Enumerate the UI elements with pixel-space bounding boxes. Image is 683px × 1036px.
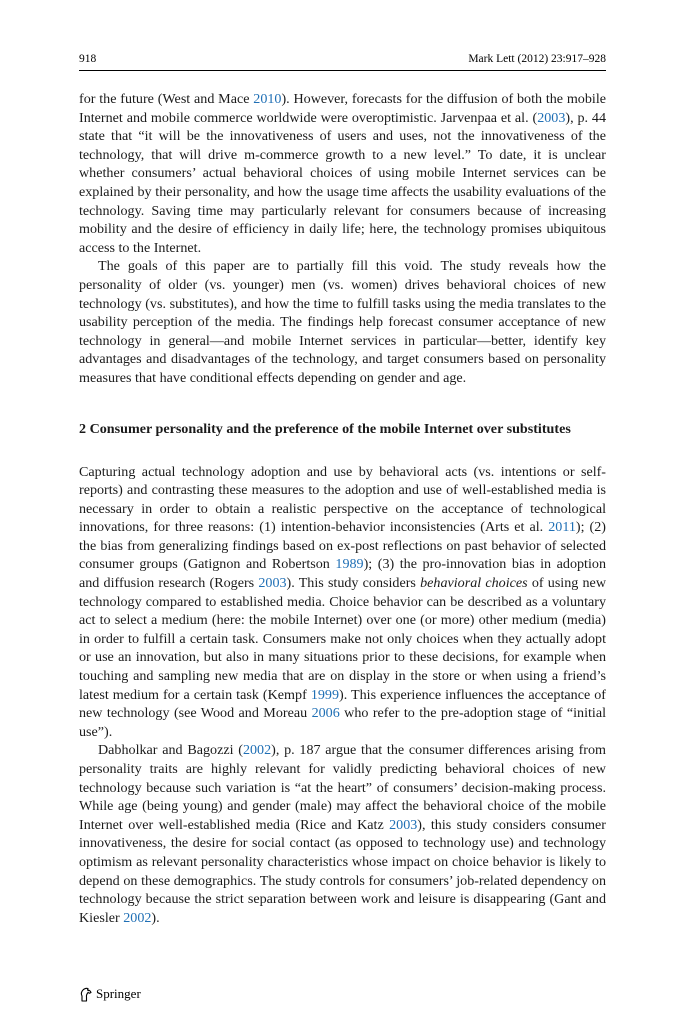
paragraph-3: Capturing actual technology adoption and use by behavioral acts (vs. intentions or self-reports) and contrasting these measures to the adoption and use of well-established media is necessary in order to obtain a realistic perspective on the acceptance of technological innovations, for three reasons: (1) intention-behavior inconsistencies (Arts et al. 2011); (2) the bias from generalizing findings based on ex-post reflections on past behavior of selected consumer groups (Gatignon and Robertson 1989); (3) the pro-innovation bias in adoption and diffusion research (Rogers 2003). This study considers behavioral choices of using new technology compared to established media. Choice behavior can be described as a voluntary act to select a medium (here: the mobile Internet) over one (or more) other medium (media) in order to fulfill a certain task. Consumers make not only choices when they actually adopt or use an innovation, but also in many situations prior to these decisions, for example when touching and sampling new media that are on display in the store or when using a friend’s latest medium for a certain task (Kempf 1999). This experience influences the acceptance of new technology (see Wood and Moreau 2006 who refer to the pre-adoption stage of “initial use”).	[79, 463, 607, 740]
emphasis: behavioral choices	[420, 575, 528, 592]
citation-link[interactable]: 2010	[253, 91, 282, 107]
citation-link[interactable]: 2003	[389, 816, 418, 833]
page-number: 918	[79, 53, 97, 65]
paragraph-1: for the future (West and Mace 2010). However, forecasts for the diffusion of both the mobile Internet and mobile commerce worldwide were overoptimistic. Jarvenpaa et al. (2003), p. 44 state that “it will be the innovativeness of users and uses, not the innovativeness of the technology, that will drive m-commerce growth to a new level.” To date, it is unclear whether consumers’ actual behavioral choices of using mobile Internet services can be explained by their personality, and how the usage time affects the usability evaluations of the technology. Saving time may particularly relevant for consumers because of increasing mobility and the desire of efficiency in daily life; here, the technology promises ubiquitous access to the Internet.	[79, 91, 606, 256]
section-heading: 2 Consumer personality and the preference of the mobile Internet over substitutes	[79, 420, 571, 437]
publisher-footer	[79, 985, 141, 1003]
paragraph-4: Dabholkar and Bagozzi (2002), p. 187 argue that the consumer differences arising from personality traits are highly relevant for validly predicting behavioral choices of new technology because such variation is “at the heart” of consumers’ decision-making process. While age (being young) and gender (male) may affect the behavioral choice of the mobile Internet over well-established media (Rice and Katz 2003), this study considers consumer innovativeness, the desire for social contact (as opposed to technology use) and technology optimism as relevant personality characteristics whose impact on choice behavior is likely to depend on these demographics. The study controls for consumers’ job-related dependency on technology because the strict separation between work and leisure is disappearing (Gant and Kiesler 2002).	[79, 742, 606, 926]
publisher-name: Springer	[96, 986, 141, 1001]
running-header	[79, 51, 606, 69]
citation-link[interactable]: 2003	[537, 109, 566, 126]
citation-link[interactable]: 2003	[258, 575, 287, 592]
citation-link[interactable]: 2011	[548, 519, 576, 536]
article-body	[79, 90, 606, 927]
header-rule	[79, 70, 606, 71]
citation-link[interactable]: 2006	[311, 705, 340, 722]
citation-link[interactable]: 2002	[123, 909, 152, 926]
paragraph-2: The goals of this paper are to partially fill this void. The study reveals how the personality of older (vs. younger) men (vs. women) drives behavioral choices of new technology (vs. substitutes), and how the time to fulfill tasks using the media translates to the usability perception of the media. The findings help forecast consumer acceptance of new technology in general—and mobile Internet services in particular—better, identify key advantages and disadvantages of the technology, and target consumers based on personality measures that have conditional effects depending on gender and age.	[79, 258, 606, 386]
springer-horse-icon	[79, 987, 93, 1002]
journal-citation: Mark Lett (2012) 23:917–928	[468, 53, 606, 65]
citation-link[interactable]: 1999	[310, 686, 339, 703]
citation-link[interactable]: 2002	[242, 742, 272, 759]
citation-link[interactable]: 1989	[335, 556, 364, 573]
